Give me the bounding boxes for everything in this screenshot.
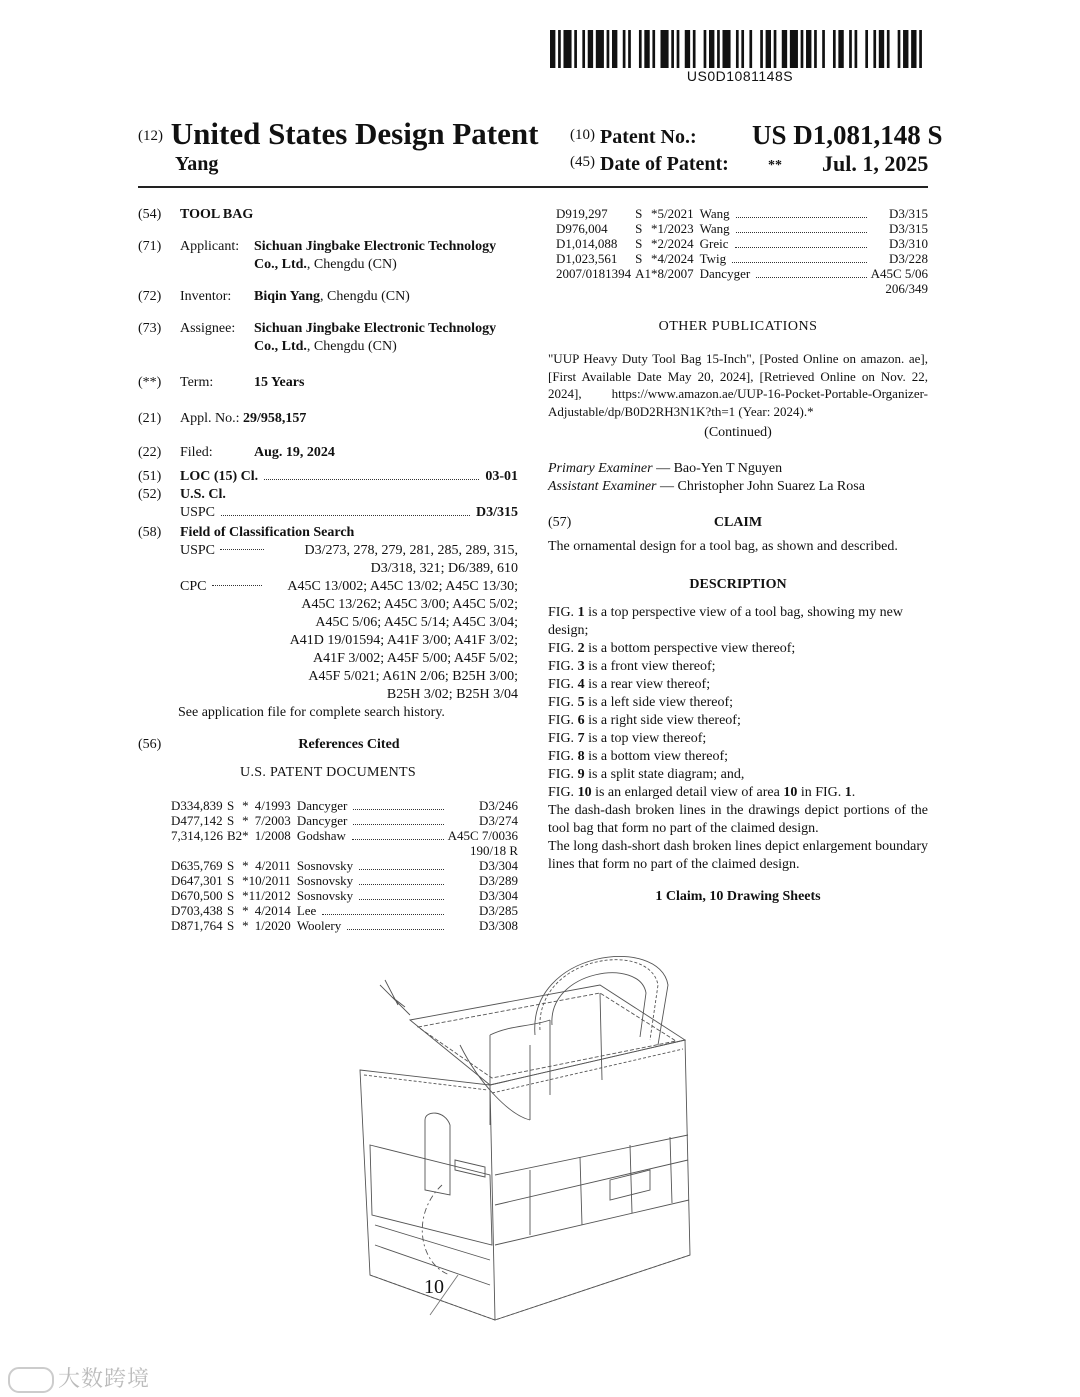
fig-label: FIG. xyxy=(548,605,575,620)
reference-name: Wang xyxy=(700,221,871,236)
field-label: Filed: xyxy=(180,445,213,460)
reference-kind: S xyxy=(635,236,643,251)
reference-name: Sosnovsky xyxy=(297,858,448,873)
reference-date: 8/2007 xyxy=(657,266,694,281)
field-num: (22) xyxy=(138,445,162,460)
reference-star: * xyxy=(242,873,249,888)
reference-class: A45C 7/0036 xyxy=(447,828,518,843)
cpc-line: A41D 19/01594; A41F 3/00; A41F 3/02; xyxy=(289,633,518,648)
code-12: (12) xyxy=(138,128,163,144)
barcode-bar xyxy=(887,30,890,68)
reference-name: Greic xyxy=(700,236,871,251)
reference-row xyxy=(171,903,518,918)
reference-kind: S xyxy=(227,873,235,888)
cpc-lines xyxy=(180,578,518,704)
reference-class: D3/315 xyxy=(889,221,928,236)
patent-number-label xyxy=(570,126,697,149)
barcode-bar xyxy=(717,30,720,68)
field-num: (56) xyxy=(138,737,162,752)
barcode-bar xyxy=(855,30,858,68)
reference-kind: S xyxy=(227,888,235,903)
barcode-bar xyxy=(652,30,655,68)
reference-class: D3/285 xyxy=(479,903,518,918)
reference-name: Sosnovsky xyxy=(297,888,448,903)
barcode-bar xyxy=(879,30,884,68)
cpc-line: A45C 5/06; A45C 5/14; A45C 3/04; xyxy=(315,615,518,630)
barcode-bar xyxy=(790,30,798,68)
barcode-bar xyxy=(693,30,696,68)
barcode-bar xyxy=(838,30,843,68)
reference-date: 2/2024 xyxy=(657,236,694,251)
fig-label: FIG. xyxy=(548,641,575,656)
field-label: Inventor: xyxy=(180,289,232,304)
reference-name: Woolery xyxy=(297,918,448,933)
barcode-bar xyxy=(644,30,649,68)
reference-star: * xyxy=(242,813,249,828)
reference-row xyxy=(171,918,518,933)
reference-class: D3/228 xyxy=(889,251,928,266)
reference-doc: D703,438 xyxy=(171,903,223,918)
reference-doc: D976,004 xyxy=(556,221,608,236)
fig-number: 10 xyxy=(577,785,592,800)
reference-class: D3/315 xyxy=(889,206,928,221)
field-71 xyxy=(138,238,518,274)
field-22 xyxy=(138,444,518,462)
field-58 xyxy=(138,524,518,722)
field-num: (73) xyxy=(138,321,162,336)
barcode-bar xyxy=(628,30,631,68)
barcode-bar xyxy=(766,30,771,68)
claim-heading: CLAIM xyxy=(713,515,763,530)
reference-doc: 2007/0181394 xyxy=(556,266,632,281)
field-56 xyxy=(138,736,518,754)
reference-date: 1/2008 xyxy=(254,828,291,843)
fig-label: FIG. xyxy=(548,767,575,782)
left-column xyxy=(138,206,518,933)
figure-line xyxy=(548,730,928,748)
reference-name: Dancyger xyxy=(297,813,448,828)
reference-kind: S xyxy=(635,251,643,266)
primary-examiner-label: Primary Examiner xyxy=(548,461,653,476)
reference-kind: S xyxy=(635,206,643,221)
field-sublabel: USPC xyxy=(180,505,216,520)
reference-star: * xyxy=(242,828,249,843)
fig-number: 1 xyxy=(577,605,585,620)
fig-text: is a right side view thereof; xyxy=(584,713,741,728)
barcode-bar xyxy=(639,30,642,68)
barcode-bar xyxy=(919,30,922,68)
barcode-bar xyxy=(760,30,763,68)
watermark xyxy=(8,1362,150,1393)
cpc-line: A41F 3/002; A45F 5/00; A45F 5/02; xyxy=(313,651,518,666)
claim-heading-row xyxy=(548,514,928,532)
reference-row-cont xyxy=(171,843,518,858)
assignee-name: Sichuan Jingbake Electronic Technology Co., Ltd. xyxy=(254,321,497,354)
reference-class: D3/246 xyxy=(479,798,518,813)
field-54 xyxy=(138,206,518,224)
barcode-bar xyxy=(806,30,811,68)
reference-kind: S xyxy=(635,221,643,236)
field-label: Term: xyxy=(180,375,214,390)
reference-kind: A1 xyxy=(635,266,652,281)
reference-row xyxy=(171,858,518,873)
fig-text: is an enlarged detail view of area xyxy=(591,785,784,800)
barcode-bar xyxy=(704,30,707,68)
code-45: (45) xyxy=(570,154,595,170)
field-52-uspc xyxy=(138,504,518,522)
search-uspc xyxy=(180,542,518,578)
barcode-bar xyxy=(582,30,585,68)
fig-text: is a split state diagram; and, xyxy=(584,767,745,782)
date-label xyxy=(570,153,729,176)
other-publications-text: "UUP Heavy Duty Tool Bag 15-Inch", [Posted Online on amazon. ae], [First Available Date May 20, 2024], [Retrieved Online on Nov. 22, 2024], https://www.amazon.ae/UUP-16-Pocket-Portable-Organizer-Adjustable/dp/B0D2RH3N1K?th=1 (Year: 2024).* xyxy=(548,351,928,419)
patent-title xyxy=(138,116,538,152)
barcode-bar xyxy=(671,30,674,68)
reference-date: 4/2011 xyxy=(255,858,291,873)
inventor-surname: Yang xyxy=(175,153,219,175)
reference-date: 4/2024 xyxy=(657,251,694,266)
figure-line xyxy=(548,766,928,784)
claim-num: (57) xyxy=(548,515,572,530)
assignee-location: , Chengdu (CN) xyxy=(306,339,397,354)
barcode-bar xyxy=(849,30,852,68)
fig-text: in FIG. xyxy=(797,785,845,800)
figure-list xyxy=(548,604,928,784)
reference-star: * xyxy=(651,206,658,221)
fig-label: FIG. xyxy=(548,731,575,746)
barcode-bar xyxy=(623,30,626,68)
field-label: Applicant: xyxy=(180,239,240,254)
field-num: (58) xyxy=(138,525,162,540)
reference-row xyxy=(556,236,928,251)
fig-10-line xyxy=(548,784,928,802)
fig-text: FIG. xyxy=(548,785,578,800)
reference-row xyxy=(556,251,928,266)
reference-class: D3/310 xyxy=(889,236,928,251)
reference-doc: D635,769 xyxy=(171,858,223,873)
barcode-bar xyxy=(677,30,680,68)
fig-number: 5 xyxy=(577,695,585,710)
field-52 xyxy=(138,486,518,504)
uspc-class: D3/315 xyxy=(476,505,518,520)
reference-date: 11/2012 xyxy=(248,888,291,903)
barcode-bar xyxy=(612,30,617,68)
cpc-label: CPC xyxy=(180,579,207,594)
field-72 xyxy=(138,288,518,306)
field-label: Assignee: xyxy=(180,321,236,336)
field-num: (51) xyxy=(138,469,162,484)
assistant-examiner-name: — Christopher John Suarez La Rosa xyxy=(656,479,865,494)
reference-date: 10/2011 xyxy=(248,873,291,888)
reference-row xyxy=(171,888,518,903)
primary-examiner xyxy=(548,460,928,478)
fig-number: 8 xyxy=(577,749,585,764)
barcode-bar xyxy=(722,30,730,68)
cpc-line: A45C 13/002; A45C 13/02; A45C 13/30; xyxy=(287,579,518,594)
inventor-location: , Chengdu (CN) xyxy=(320,289,410,304)
description-heading: DESCRIPTION xyxy=(689,577,787,592)
assistant-examiner-label: Assistant Examiner xyxy=(548,479,657,494)
applicant-location: , Chengdu (CN) xyxy=(306,257,397,272)
reference-class: D3/308 xyxy=(479,918,518,933)
header-rule xyxy=(138,186,928,188)
figure-line xyxy=(548,640,928,658)
barcode-bar xyxy=(782,30,787,68)
fig-text: is a bottom view thereof; xyxy=(584,749,729,764)
reference-row xyxy=(556,221,928,236)
watermark-icon xyxy=(8,1367,54,1393)
fig-number: 4 xyxy=(577,677,585,692)
fig-number: 1 xyxy=(844,785,852,800)
barcode-number: US0D1081148S xyxy=(686,68,794,84)
loc-class: 03-01 xyxy=(485,469,518,484)
reference-class: A45C 5/06 xyxy=(870,266,928,281)
reference-doc: 7,314,126 xyxy=(171,828,223,843)
field-label: U.S. Cl. xyxy=(180,487,226,502)
barcode-bar xyxy=(563,30,571,68)
tool-bag-drawing xyxy=(350,945,710,1340)
cpc-line: A45C 13/262; A45C 3/00; A45C 5/02; xyxy=(301,597,518,612)
figure-line xyxy=(548,604,928,640)
field-label: Appl. No.: xyxy=(180,411,240,426)
fig-text: is a left side view thereof; xyxy=(584,695,734,710)
reference-doc: D1,014,088 xyxy=(556,236,618,251)
patent-number: US D1,081,148 S xyxy=(752,120,943,150)
barcode-bar xyxy=(801,30,804,68)
field-51 xyxy=(138,468,518,486)
reference-name: Dancyger xyxy=(297,798,448,813)
barcode-bar xyxy=(558,30,561,68)
reference-star: * xyxy=(242,918,249,933)
barcode-bar xyxy=(774,30,777,68)
search-history-note: See application file for complete search history. xyxy=(178,705,445,720)
reference-star: * xyxy=(651,221,658,236)
reference-doc: D670,500 xyxy=(171,888,223,903)
reference-date: 1/2023 xyxy=(657,221,694,236)
title-text: United States Design Patent xyxy=(170,116,539,151)
fig-number: 3 xyxy=(577,659,585,674)
barcode-bar xyxy=(588,30,593,68)
references-table-right xyxy=(556,206,928,296)
field-label: Field of Classification Search xyxy=(180,525,355,540)
inventor-name: Biqin Yang xyxy=(254,289,321,304)
reference-row xyxy=(171,828,518,843)
barcode-bar xyxy=(814,30,817,68)
reference-doc: D477,142 xyxy=(171,813,223,828)
barcode-bar xyxy=(685,30,690,68)
uspc-line: D3/318, 321; D6/389, 610 xyxy=(370,561,518,576)
reference-class: D3/304 xyxy=(479,888,518,903)
date-star: ** xyxy=(768,158,782,173)
reference-star: * xyxy=(242,888,249,903)
reference-kind: B2 xyxy=(227,828,243,843)
reference-date: 1/2020 xyxy=(254,918,291,933)
field-num: (72) xyxy=(138,289,162,304)
field-label: LOC (15) Cl. xyxy=(180,469,259,484)
reference-row xyxy=(171,813,518,828)
fig-number: 7 xyxy=(577,731,585,746)
barcode-bar xyxy=(550,30,555,68)
reference-doc: D919,297 xyxy=(556,206,608,221)
reference-row xyxy=(556,206,928,221)
barcode-bar xyxy=(749,30,752,68)
reference-row xyxy=(171,873,518,888)
fig-text: is a bottom perspective view thereof; xyxy=(584,641,796,656)
claims-summary: 1 Claim, 10 Drawing Sheets xyxy=(655,889,821,904)
reference-name: Lee xyxy=(297,903,448,918)
reference-name: Dancyger xyxy=(700,266,871,281)
claim-text: The ornamental design for a tool bag, as shown and described. xyxy=(548,539,898,554)
field-21 xyxy=(138,410,518,428)
field-num: (52) xyxy=(138,487,162,502)
reference-name: Sosnovsky xyxy=(297,873,448,888)
reference-doc: D334,839 xyxy=(171,798,223,813)
reference-star: * xyxy=(651,236,658,251)
term-value: 15 Years xyxy=(254,375,305,390)
barcode-bar xyxy=(911,30,916,68)
field-73 xyxy=(138,320,518,356)
barcode-bar xyxy=(898,30,901,68)
reference-class-secondary: 206/349 xyxy=(885,281,928,296)
field-num: (21) xyxy=(138,411,162,426)
reference-class: D3/274 xyxy=(479,813,518,828)
reference-row xyxy=(171,798,518,813)
fig-number: 2 xyxy=(577,641,585,656)
invention-title: TOOL BAG xyxy=(180,207,254,222)
field-num: (**) xyxy=(138,375,162,390)
reference-date: 4/1993 xyxy=(254,798,291,813)
figure-line xyxy=(548,748,928,766)
patent-number-label-text: Patent No.: xyxy=(600,126,697,148)
uspc-line: D3/273, 278, 279, 281, 285, 289, 315, xyxy=(304,543,518,558)
reference-star: * xyxy=(651,251,658,266)
barcode-bar xyxy=(574,30,577,68)
field-term xyxy=(138,374,518,392)
area-number: 10 xyxy=(783,785,798,800)
continued-note: (Continued) xyxy=(704,425,772,440)
code-10: (10) xyxy=(570,127,595,143)
us-patent-docs-heading: U.S. PATENT DOCUMENTS xyxy=(240,765,416,780)
search-cpc xyxy=(180,578,518,704)
cpc-line: A45F 5/021; A61N 2/06; B25H 3/00; xyxy=(308,669,518,684)
barcode xyxy=(550,30,930,68)
filed-date: Aug. 19, 2024 xyxy=(254,445,335,460)
reference-kind: S xyxy=(227,858,235,873)
reference-class: D3/289 xyxy=(479,873,518,888)
right-column xyxy=(548,206,928,906)
figure-line xyxy=(548,676,928,694)
barcode-bar xyxy=(865,30,868,68)
description-para-1: The dash-dash broken lines in the drawings depict portions of the tool bag that form no part of the claimed design. xyxy=(548,803,928,836)
barcode-bar xyxy=(596,30,604,68)
references-heading: References Cited xyxy=(298,737,400,752)
fig-label: FIG. xyxy=(548,695,575,710)
applicant-name: Sichuan Jingbake Electronic Technology Co., Ltd. xyxy=(254,239,497,272)
reference-kind: S xyxy=(227,903,235,918)
reference-star: * xyxy=(651,266,658,281)
reference-star: * xyxy=(242,798,249,813)
reference-class-secondary: 190/18 R xyxy=(469,843,518,858)
fig-text: is a rear view thereof; xyxy=(584,677,711,692)
fig-text: is a front view thereof; xyxy=(584,659,716,674)
cpc-line: B25H 3/02; B25H 3/04 xyxy=(386,687,518,702)
primary-examiner-name: — Bao-Yen T Nguyen xyxy=(652,461,783,476)
uspc-lines xyxy=(180,542,518,578)
reference-date: 4/2014 xyxy=(254,903,291,918)
barcode-bar xyxy=(736,30,739,68)
other-publications-heading: OTHER PUBLICATIONS xyxy=(658,319,818,334)
uspc-label: USPC xyxy=(180,543,216,558)
fig-label: FIG. xyxy=(548,659,575,674)
fig-label: FIG. xyxy=(548,713,575,728)
barcode-bar xyxy=(833,30,836,68)
references-table-left xyxy=(171,798,518,933)
reference-date: 7/2003 xyxy=(254,813,291,828)
reference-name: Twig xyxy=(700,251,871,266)
figure-line xyxy=(548,658,928,676)
drawing-reference-label: 10 xyxy=(424,1276,444,1298)
fig-label: FIG. xyxy=(548,749,575,764)
fig-label: FIG. xyxy=(548,677,575,692)
barcode-bar xyxy=(660,30,668,68)
fig-text: is a top view thereof; xyxy=(584,731,707,746)
watermark-text: 大数跨境 xyxy=(58,1367,151,1392)
barcode-bar xyxy=(607,30,610,68)
barcode-bar xyxy=(873,30,876,68)
reference-kind: S xyxy=(227,918,235,933)
fig-text: is a top perspective view of a tool bag, showing my new design; xyxy=(548,605,903,638)
application-number: 29/958,157 xyxy=(243,411,307,426)
reference-kind: S xyxy=(227,798,235,813)
reference-doc: D647,301 xyxy=(171,873,223,888)
description-para-2: The long dash-short dash broken lines depict enlargement boundary lines that form no part of the claimed design. xyxy=(548,839,928,872)
field-num: (71) xyxy=(138,239,162,254)
date-label-text: Date of Patent: xyxy=(600,153,729,175)
figure-line xyxy=(548,712,928,730)
assistant-examiner xyxy=(548,478,928,496)
barcode-bar xyxy=(903,30,908,68)
reference-star: * xyxy=(242,858,249,873)
fig-text: . xyxy=(851,785,856,800)
field-num: (54) xyxy=(138,207,162,222)
reference-row xyxy=(556,266,928,281)
reference-kind: S xyxy=(227,813,235,828)
reference-star: * xyxy=(242,903,249,918)
barcode-bar xyxy=(822,30,825,68)
fig-number: 6 xyxy=(577,713,585,728)
reference-class: D3/304 xyxy=(479,858,518,873)
reference-row-cont xyxy=(556,281,928,296)
reference-doc: D1,023,561 xyxy=(556,251,618,266)
barcode-bar xyxy=(741,30,744,68)
fig-number: 9 xyxy=(577,767,585,782)
barcode-bar xyxy=(709,30,714,68)
reference-name: Godshaw xyxy=(297,828,448,843)
reference-doc: D871,764 xyxy=(171,918,223,933)
patent-date: Jul. 1, 2025 xyxy=(822,151,929,176)
reference-name: Wang xyxy=(700,206,871,221)
figure-line xyxy=(548,694,928,712)
reference-date: 5/2021 xyxy=(657,206,694,221)
